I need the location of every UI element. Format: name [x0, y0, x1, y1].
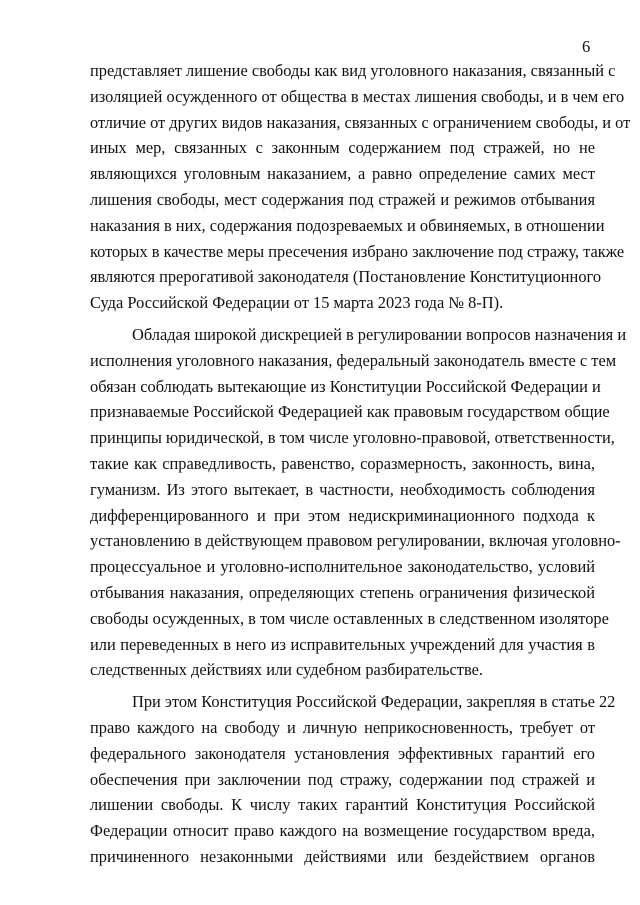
text-line: дифференцированного и при этом недискриминационного подхода к [90, 505, 595, 525]
text-line: Федерации относит право каждого на возмещение государством вреда, [90, 821, 595, 841]
text-line: или переведенных в него из исправительных учреждений для участия в [90, 634, 595, 654]
text-line: обеспечения при заключении под стражу, содержании под стражей и [90, 769, 595, 789]
text-line: наказания в них, содержания подозреваемых и обвиняемых, в отношении [90, 215, 605, 235]
text-line: гуманизм. Из этого вытекает, в частности, необходимость соблюдения [90, 479, 595, 499]
paragraph-1 [90, 58, 631, 316]
text-line: процессуальное и уголовно-исполнительное законодательство, условий [90, 557, 595, 577]
text-line: причиненного незаконными действиями или бездействием органов [90, 846, 595, 866]
text-line: отличие от других видов наказания, связанных с ограничением свободы, и от [90, 112, 631, 132]
text-line: Обладая широкой дискрецией в регулировании вопросов назначения и [132, 324, 627, 344]
text-line: обязан соблюдать вытекающие из Конституции Российской Федерации и [90, 376, 601, 396]
text-line: признаваемые Российской Федерацией как правовым государством общие [90, 402, 610, 422]
text-line: такие как справедливость, равенство, соразмерность, законность, вина, [90, 453, 595, 473]
text-line: При этом Конституция Российской Федерации, закрепляя в статье 22 [132, 692, 616, 712]
paragraph-2 [90, 322, 627, 683]
text-line: принципы юридической, в том числе уголовно-правовой, ответственности, [90, 428, 615, 448]
text-line: исполнения уголовного наказания, федеральный законодатель вместе с тем [90, 350, 617, 370]
text-line: право каждого на свободу и личную неприкосновенность, требует от [90, 717, 595, 737]
document-body [90, 58, 631, 870]
text-line: являющихся уголовным наказанием, а равно определение самих мест [90, 164, 595, 184]
text-line: лишении свободы. К числу таких гарантий Конституция Российской [90, 795, 595, 815]
text-line: свободы осужденных, в том числе оставленных в следственном изоляторе [90, 608, 609, 628]
text-line: следственных действиях или судебном разбирательстве. [90, 660, 483, 680]
text-line: являются прерогативой законодателя (Постановление Конституционного [90, 267, 602, 287]
page-number: 6 [582, 37, 591, 56]
text-line: представляет лишение свободы как вид уголовного наказания, связанный с [90, 61, 616, 80]
text-line: установлению в действующем правовом регулировании, включая уголовно- [90, 531, 621, 551]
text-line: отбывания наказания, определяющих степень ограничения физической [90, 582, 595, 602]
text-line: Суда Российской Федерации от 15 марта 2023 года № 8-П). [90, 293, 504, 313]
text-line: федерального законодателя установления эффективных гарантий его [90, 743, 595, 763]
text-line: лишения свободы, мест содержания под стражей и режимов отбывания [90, 189, 595, 209]
text-line: иных мер, связанных с законным содержанием под стражей, но не [90, 138, 595, 158]
paragraph-3 [90, 689, 616, 870]
text-line: которых в качестве меры пресечения избрано заключение под стражу, также [90, 241, 625, 261]
text-line: изоляцией осужденного от общества в местах лишения свободы, и в чем его [90, 86, 625, 106]
